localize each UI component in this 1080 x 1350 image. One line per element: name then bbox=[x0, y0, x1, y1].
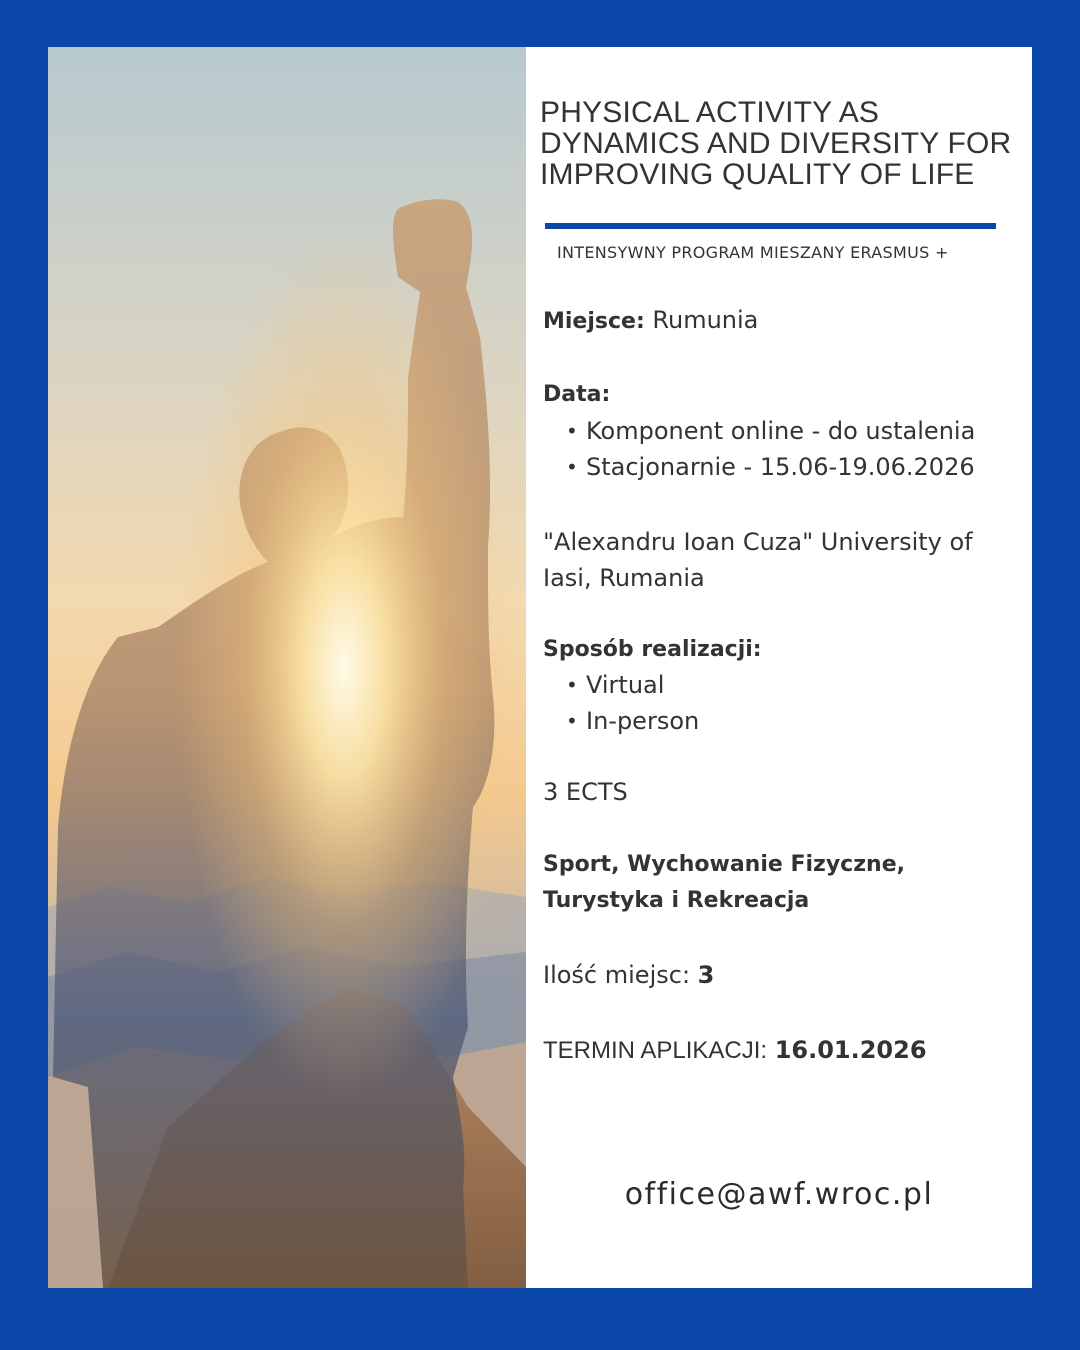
location-label: Miejsce: bbox=[543, 309, 645, 334]
info-panel bbox=[526, 47, 1032, 1288]
poster-card bbox=[48, 47, 1032, 1288]
list-item: • Komponent online - do ustalenia bbox=[566, 413, 975, 449]
location-value: Rumunia bbox=[652, 306, 759, 334]
list-item: • Stacjonarnie - 15.06-19.06.2026 bbox=[566, 449, 975, 485]
deadline-value: 16.01.2026 bbox=[774, 1036, 927, 1064]
deadline-label: TERMIN APLIKACJI: bbox=[543, 1037, 768, 1064]
ects-text: 3 ECTS bbox=[543, 778, 628, 806]
seats-line bbox=[543, 957, 714, 993]
list-item: • In-person bbox=[566, 703, 699, 739]
location-line bbox=[543, 302, 758, 340]
seats-value: 3 bbox=[697, 961, 715, 989]
page-title: PHYSICAL ACTIVITY AS DYNAMICS AND DIVERSITY FOR IMPROVING QUALITY OF LIFE bbox=[540, 96, 1012, 191]
deadline-line bbox=[543, 1032, 927, 1069]
mode-list bbox=[566, 667, 699, 739]
date-list bbox=[566, 413, 975, 485]
hero-photo bbox=[48, 47, 526, 1288]
program-subtitle: INTENSYWNY PROGRAM MIESZANY ERASMUS + bbox=[557, 243, 949, 262]
university-text: "Alexandru Ioan Cuza" University of Iasi, Rumania bbox=[543, 528, 973, 592]
mode-label: Sposób realizacji: bbox=[543, 637, 762, 662]
person-raised-fist-sunrise-photo bbox=[48, 47, 526, 1288]
field-text: Sport, Wychowanie Fizyczne, Turystyka i Rekreacja bbox=[543, 852, 905, 913]
list-item: • Virtual bbox=[566, 667, 699, 703]
seats-label: Ilość miejsc: bbox=[543, 961, 691, 989]
contact-email[interactable]: office@awf.wroc.pl bbox=[624, 1177, 934, 1212]
date-label: Data: bbox=[543, 382, 611, 407]
title-divider bbox=[545, 223, 996, 229]
